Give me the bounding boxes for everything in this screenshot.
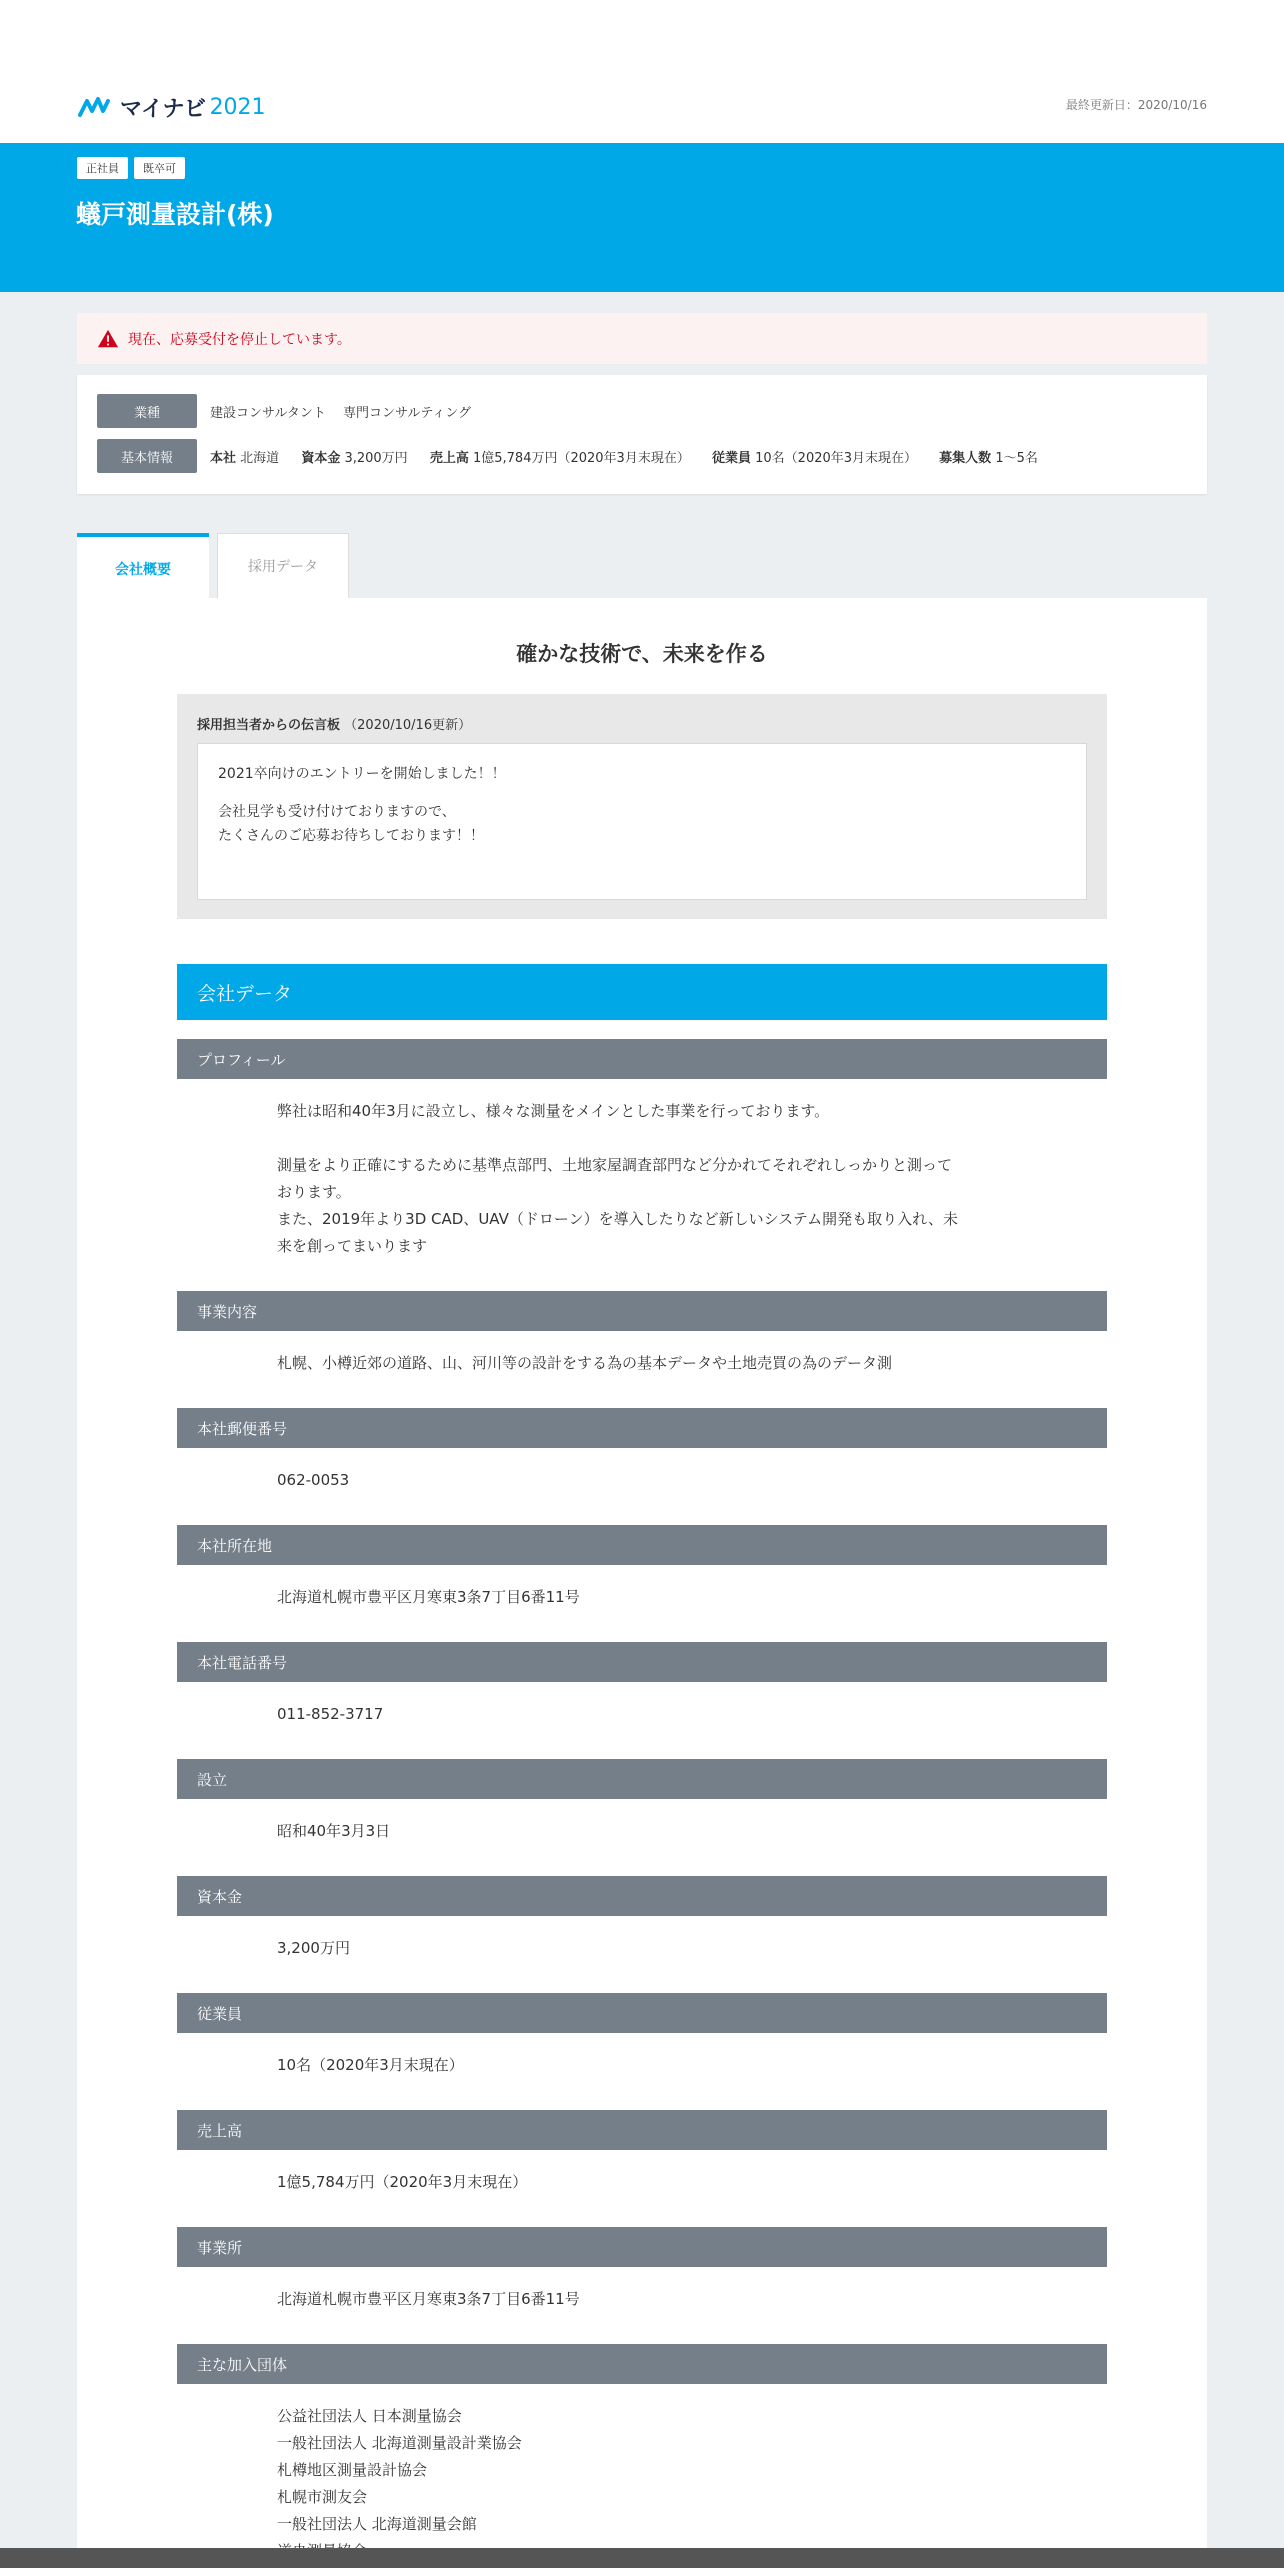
membership-item: 一般社団法人 北海道測量会館 <box>277 2515 477 2533</box>
postal-code-body: 062-0053 <box>277 1471 350 1489</box>
industry-label: 業種 <box>97 394 197 428</box>
profile-line: また、2019年より3D CAD、UAV（ドローン）を導入したりなど新しいシステム開発も取り入れ、未 <box>277 1210 958 1228</box>
membership-item: 公益社団法人 日本測量協会 <box>277 2407 462 2425</box>
warning-icon <box>97 328 119 350</box>
membership-item: 札幌市測友会 <box>277 2488 368 2506</box>
company-hero <box>0 143 1284 292</box>
board-title-text: 採用担当者からの伝言板 <box>197 718 341 733</box>
offices-heading: 事業所 <box>177 2227 1107 2267</box>
employees-body: 10名（2020年3月末現在） <box>277 2056 464 2074</box>
hq-label: 本社 <box>210 450 237 466</box>
company-summary-box <box>77 375 1207 494</box>
hq-value: 北海道 <box>240 450 280 466</box>
basic-info-row <box>97 439 1038 473</box>
profile-line <box>277 1125 997 1152</box>
phone-body: 011-852-3717 <box>277 1705 384 1723</box>
catchcopy: 確かな技術で、未来を作る <box>516 642 768 666</box>
employees-heading: 従業員 <box>177 1993 1107 2033</box>
sales-body: 1億5,784万円（2020年3月末現在） <box>277 2173 528 2191</box>
sales-value: 1億5,784万円（2020年3月末現在） <box>472 450 690 466</box>
postal-code-heading: 本社郵便番号 <box>177 1408 1107 1448</box>
board-line <box>218 786 1066 800</box>
board-line: たくさんのご応募お待ちしております！！ <box>218 828 484 844</box>
last-updated: 最終更新日：2020/10/16 <box>1065 98 1207 112</box>
recruit-count-value: 1～5名 <box>995 450 1038 466</box>
application-closed-alert <box>77 313 1207 364</box>
profile-body <box>277 1098 997 1260</box>
membership-item: 札樽地区測量設計協会 <box>277 2461 428 2479</box>
profile-heading: プロフィール <box>177 1039 1107 1079</box>
board-message <box>197 743 1087 900</box>
logo-text: マイナビ <box>120 96 206 122</box>
board-date: （2020/10/16更新） <box>344 718 472 733</box>
tag-graduate-ok: 既卒可 <box>134 157 185 179</box>
offices-body: 北海道札幌市豊平区月寒東3条7丁目6番11号 <box>277 2290 580 2308</box>
mynavi-logo-icon <box>78 95 116 119</box>
employees-label: 従業員 <box>711 450 751 466</box>
phone-heading: 本社電話番号 <box>177 1642 1107 1682</box>
profile-line: おります。 <box>277 1183 351 1201</box>
tab-recruitment-data[interactable]: 採用データ <box>217 533 349 598</box>
founded-heading: 設立 <box>177 1759 1107 1799</box>
founded-body: 昭和40年3月3日 <box>277 1822 391 1840</box>
hq-address-heading: 本社所在地 <box>177 1525 1107 1565</box>
recruit-count-label: 募集人数 <box>939 450 992 466</box>
capital-heading: 資本金 <box>177 1876 1107 1916</box>
business-line: 札幌、小樽近郊の道路、山、河川等の設計をする為の基本データや土地売買の為のデータ測 <box>277 1354 893 1372</box>
mynavi-logo[interactable] <box>78 92 266 122</box>
profile-line: 弊社は昭和40年3月に設立し、様々な測量をメインとした事業を行っております。 <box>277 1102 830 1120</box>
company-name: 蟻戸測量設計(株) <box>76 200 274 229</box>
sales-label: 売上高 <box>429 450 469 466</box>
basic-info-label: 基本情報 <box>97 439 197 473</box>
basic-info-value <box>210 447 1038 466</box>
profile-line: 来を創ってまいります <box>277 1237 428 1255</box>
business-body <box>277 1350 997 1377</box>
memberships-body <box>277 2403 997 2565</box>
capital-body: 3,200万円 <box>277 1939 350 1957</box>
company-data-heading: 会社データ <box>177 964 1107 1020</box>
employees-value: 10名（2020年3月末現在） <box>755 450 918 466</box>
board-title <box>197 714 471 733</box>
tab-company-overview[interactable]: 会社概要 <box>77 533 209 601</box>
industry-row <box>97 394 471 428</box>
memberships-heading: 主な加入団体 <box>177 2344 1107 2384</box>
capital-value: 3,200万円 <box>344 450 408 466</box>
top-header <box>0 0 1284 143</box>
logo-year: 2021 <box>209 94 266 120</box>
capital-label: 資本金 <box>301 450 341 466</box>
industry-value: 建設コンサルタント 専門コンサルティング <box>210 405 472 421</box>
hq-address-body: 北海道札幌市豊平区月寒東3条7丁目6番11号 <box>277 1588 580 1606</box>
company-overview-panel <box>77 598 1207 2568</box>
recruiter-message-board <box>177 694 1107 919</box>
board-line: 会社見学も受け付けておりますので、 <box>218 804 456 820</box>
alert-message: 現在、応募受付を停止しています。 <box>128 331 351 348</box>
profile-line: 測量をより正確にするために基準点部門、土地家屋調査部門など分かれてそれぞれしっかりと測って <box>277 1156 953 1174</box>
board-line: 2021卒向けのエントリーを開始しました！！ <box>218 766 506 782</box>
business-heading: 事業内容 <box>177 1291 1107 1331</box>
tag-fulltime: 正社員 <box>77 157 128 179</box>
bottom-bar <box>0 2548 1284 2568</box>
sales-heading: 売上高 <box>177 2110 1107 2150</box>
membership-item: 一般社団法人 北海道測量設計業協会 <box>277 2434 522 2452</box>
employment-tags <box>77 157 185 179</box>
